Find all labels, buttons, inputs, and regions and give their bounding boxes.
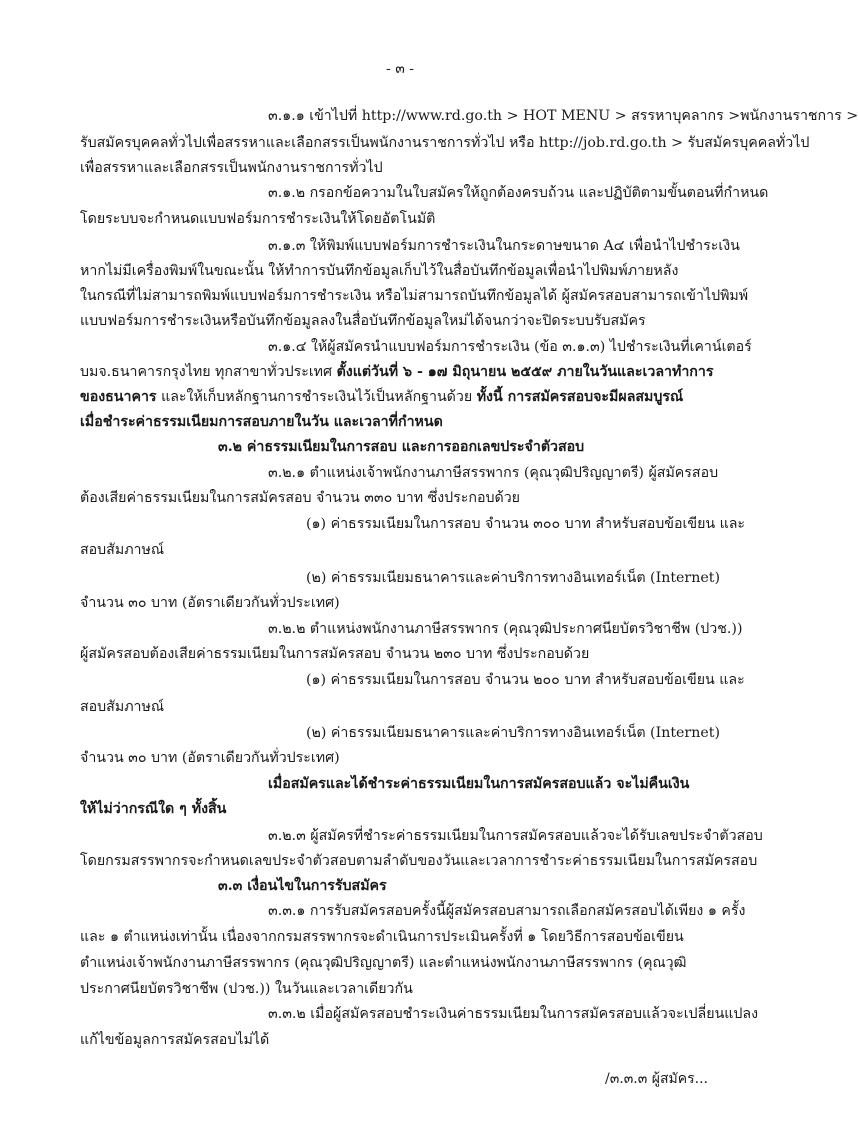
- section-heading: ๓.๓ เงื่อนไขในการรับสมัคร: [218, 878, 387, 894]
- text-line: ประกาศนียบัตรวิชาชีพ (ปวช.)) ในวันและเวลาเดียวกัน: [80, 981, 413, 997]
- text-line: สอบสัมภาษณ์: [80, 699, 165, 715]
- text-line: เมื่อชำระค่าธรรมเนียมการสอบภายในวัน และเวลาที่กำหนด: [80, 414, 443, 430]
- text-line: โดยกรมสรรพากรจะกำหนดเลขประจำตัวสอบตามลำดับของวันและเวลาการชำระค่าธรรมเนียมในการสมัครสอบ: [80, 853, 758, 869]
- text-line: ๓.๑.๓ ให้พิมพ์แบบฟอร์มการชำระเงินในกระดาษขนาด A๔ เพื่อนำไปชำระเงิน: [268, 238, 740, 254]
- text-line: รับสมัครบุคคลทั่วไปเพื่อสรรหาและเลือกสรรเป็นพนักงานราชการทั่วไป หรือ http://job.rd.go.th > รับสมัครบุคคลทั่วไป: [80, 135, 810, 151]
- text-span: บมจ.ธนาคารกรุงไทย ทุกสาขาทั่วประเทศ: [80, 364, 333, 380]
- text-span: ของธนาคาร: [80, 389, 157, 405]
- text-line: ๓.๑.๒ กรอกข้อความในใบสมัครให้ถูกต้องครบถ้วน และปฏิบัติตามขั้นตอนที่กำหนด: [268, 185, 769, 201]
- no-refund-note: เมื่อสมัครและได้ชำระค่าธรรมเนียมในการสมัครสอบแล้ว จะไม่คืนเงิน: [268, 776, 690, 792]
- text-line: (๒) ค่าธรรมเนียมธนาคารและค่าบริการทางอินเทอร์เน็ต (Internet): [306, 725, 720, 741]
- text-line: จำนวน ๓๐ บาท (อัตราเดียวกันทั่วประเทศ): [80, 750, 340, 766]
- text-line: ต้องเสียค่าธรรมเนียมในการสมัครสอบ จำนวน ๓๓๐ บาท ซึ่งประกอบด้วย: [80, 490, 520, 506]
- text-line: โดยระบบจะกำหนดแบบฟอร์มการชำระเงินให้โดยอัตโนมัติ: [80, 211, 436, 227]
- text-line: และ ๑ ตำแหน่งเท่านั้น เนื่องจากกรมสรรพากรจะดำเนินการประเมินครั้งที่ ๑ โดยวิธีการสอบข้อเขียน: [80, 929, 684, 945]
- text-line: ตำแหน่งเจ้าพนักงานภาษีสรรพากร (คุณวุฒิปริญญาตรี) และตำแหน่งพนักงานภาษีสรรพากร (คุณวุฒิ: [80, 955, 687, 971]
- text-line: แบบฟอร์มการชำระเงินหรือบันทึกข้อมูลลงในสื่อบันทึกข้อมูลใหม่ได้จนกว่าจะปิดระบบรับสมัคร: [80, 313, 646, 329]
- page-number: - ๓ -: [386, 61, 414, 77]
- continuation-footer: /๓.๓.๓ ผู้สมัคร...: [605, 1071, 708, 1087]
- text-line: [80, 387, 744, 407]
- text-line: ๓.๓.๑ การรับสมัครสอบครั้งนี้ผู้สมัครสอบสามารถเลือกสมัครสอบได้เพียง ๑ ครั้ง: [268, 903, 746, 919]
- text-line: จำนวน ๓๐ บาท (อัตราเดียวกันทั่วประเทศ): [80, 595, 340, 611]
- text-line: ๓.๓.๒ เมื่อผู้สมัครสอบชำระเงินค่าธรรมเนียมในการสมัครสอบแล้วจะเปลี่ยนแปลง: [268, 1006, 759, 1022]
- text-line: ผู้สมัครสอบต้องเสียค่าธรรมเนียมในการสมัครสอบ จำนวน ๒๓๐ บาท ซึ่งประกอบด้วย: [80, 646, 590, 662]
- text-line: ๓.๒.๑ ตำแหน่งเจ้าพนักงานภาษีสรรพากร (คุณวุฒิปริญญาตรี) ผู้สมัครสอบ: [268, 465, 719, 481]
- text-span: ทั้งนี้ การสมัครสอบจะมีผลสมบูรณ์: [476, 389, 684, 405]
- text-line: (๑) ค่าธรรมเนียมในการสอบ จำนวน ๒๐๐ บาท สำหรับสอบข้อเขียน และ: [306, 672, 745, 688]
- text-line: ๓.๒.๒ ตำแหน่งพนักงานภาษีสรรพากร (คุณวุฒิประกาศนียบัตรวิชาชีพ (ปวช.)): [268, 621, 743, 637]
- text-line: สอบสัมภาษณ์: [80, 542, 165, 558]
- text-span: และให้เก็บหลักฐานการชำระเงินไว้เป็นหลักฐานด้วย: [161, 389, 473, 405]
- text-line: ให้ไม่ว่ากรณีใด ๆ ทั้งสิ้น: [80, 801, 227, 817]
- text-line: [80, 362, 744, 382]
- text-line: เพื่อสรรหาและเลือกสรรเป็นพนักงานราชการทั่วไป: [80, 160, 383, 176]
- text-line: ๓.๑.๑ เข้าไปที่ http://www.rd.go.th > HOT MENU > สรรหาบุคลากร >พนักงานราชการ >: [268, 108, 858, 124]
- text-line: (๑) ค่าธรรมเนียมในการสอบ จำนวน ๓๐๐ บาท สำหรับสอบข้อเขียน และ: [306, 516, 746, 532]
- payment-period: ตั้งแต่วันที่ ๖ - ๑๗ มิถุนายน ๒๕๕๙ ภายในวันและเวลาทำการ: [336, 364, 714, 380]
- text-line: ในกรณีที่ไม่สามารถพิมพ์แบบฟอร์มการชำระเงิน หรือไม่สามารถบันทึกข้อมูลได้ ผู้สมัครสอบสามารถเข้าไปพิมพ์: [80, 288, 749, 304]
- section-heading: ๓.๒ ค่าธรรมเนียมในการสอบ และการออกเลขประจำตัวสอบ: [218, 439, 585, 455]
- text-line: ๓.๒.๓ ผู้สมัครที่ชำระค่าธรรมเนียมในการสมัครสอบแล้วจะได้รับเลขประจำตัวสอบ: [268, 828, 763, 844]
- text-line: ๓.๑.๔ ให้ผู้สมัครนำแบบฟอร์มการชำระเงิน (ข้อ ๓.๑.๓) ไปชำระเงินที่เคาน์เตอร์: [268, 339, 752, 355]
- text-line: (๒) ค่าธรรมเนียมธนาคารและค่าบริการทางอินเทอร์เน็ต (Internet): [306, 570, 720, 586]
- text-line: แก้ไขข้อมูลการสมัครสอบไม่ได้: [80, 1032, 270, 1048]
- text-line: หากไม่มีเครื่องพิมพ์ในขณะนั้น ให้ทำการบันทึกข้อมูลเก็บไว้ในสื่อบันทึกข้อมูลเพื่อนำไปพิมพ์ภายหลัง: [80, 263, 679, 279]
